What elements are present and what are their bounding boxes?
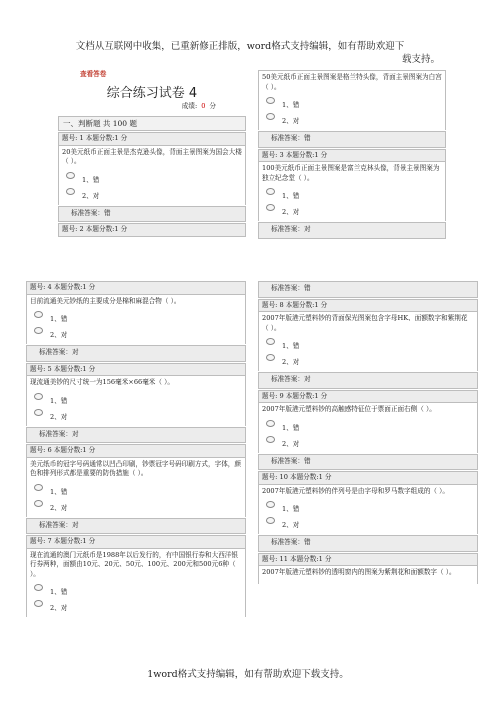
standard-answer: 标准答案：错 (258, 454, 478, 471)
option-label: 1、错 (282, 101, 300, 109)
option-wrong[interactable] (30, 483, 242, 499)
option-label: 2、对 (282, 117, 300, 125)
option-label: 2、对 (282, 208, 300, 216)
right-column-bottom (258, 280, 478, 584)
radio-button[interactable] (34, 327, 43, 334)
option-wrong[interactable] (62, 171, 242, 187)
question-header: 题号: 8 本题分数:1 分 (258, 299, 478, 313)
question-card (258, 70, 446, 130)
option-wrong[interactable] (262, 419, 474, 435)
question-card (258, 403, 478, 453)
question-text: 现流通美钞的尺寸统一为156毫米×66毫米（ ）。 (30, 378, 174, 386)
question-header: 题号: 3 本题分数:1 分 (258, 149, 446, 163)
radio-button[interactable] (34, 584, 43, 591)
score-unit: 分 (209, 102, 216, 110)
option-label: 1、错 (50, 487, 68, 496)
standard-answer: 标准答案：对 (258, 372, 478, 389)
radio-button[interactable] (34, 484, 43, 491)
radio-button[interactable] (266, 338, 275, 345)
option-right[interactable] (262, 516, 474, 532)
question-header: 题号: 7 本题分数:1 分 (26, 535, 246, 549)
option-label: 1、错 (50, 315, 68, 323)
radio-button[interactable] (66, 172, 75, 179)
option-right[interactable] (262, 353, 474, 369)
option-label: 1、错 (50, 396, 68, 405)
option-label: 2、对 (50, 412, 68, 421)
option-wrong[interactable] (30, 310, 242, 326)
banner-line-2: 载支持。 (401, 54, 440, 65)
radio-button[interactable] (34, 600, 43, 607)
option-right[interactable] (30, 499, 242, 515)
option-right[interactable] (30, 326, 242, 342)
option-wrong[interactable] (262, 187, 442, 203)
standard-answer: 标准答案：错 (58, 206, 246, 223)
option-right[interactable] (262, 435, 474, 451)
section-header: 一、判断题 共 100 题 (58, 116, 246, 132)
document-banner (40, 40, 440, 66)
radio-button[interactable] (266, 517, 275, 524)
question-header: 题号: 6 本题分数:1 分 (26, 444, 246, 458)
question-text: 目前流通美元钞纸的主要成分是棉和麻混合物（ ）。 (30, 296, 181, 305)
exam-title: 综合练习试卷 4 (106, 85, 198, 101)
option-label: 2、对 (282, 521, 300, 529)
option-label: 2、对 (282, 358, 300, 366)
radio-button[interactable] (34, 409, 43, 416)
question-text: 2007年版港元塑料钞的透明窗内的图案为紫荆花和面额数字（ ）。 (262, 568, 456, 576)
question-text: 2007年版港元塑料钞的高触感特征位于票面正面右侧（ ）。 (262, 405, 436, 413)
question-header: 题号: 2 本题分数:1 分 (58, 223, 246, 237)
question-header: 题号: 9 本题分数:1 分 (258, 390, 478, 404)
option-label: 2、对 (82, 191, 100, 200)
option-wrong[interactable] (262, 500, 474, 516)
question-card (26, 295, 246, 345)
question-card (58, 146, 246, 205)
question-header: 题号: 5 本题分数:1 分 (26, 363, 246, 377)
question-card (258, 162, 446, 221)
option-right[interactable] (62, 187, 242, 203)
option-label: 2、对 (50, 604, 68, 612)
question-text: 2007年版港元塑料钞的背面保光图案包含字母HK、面额数字和紫荆花（ ）。 (262, 314, 468, 332)
radio-button[interactable] (266, 188, 275, 195)
question-card (26, 376, 246, 426)
question-card (258, 312, 478, 371)
banner-line-1: 文档从互联网中收集，已重新修正排版，word格式支持编辑，如有帮助欢迎下 (75, 41, 405, 52)
question-card (258, 485, 478, 535)
left-column-top (58, 70, 246, 237)
radio-button[interactable] (34, 311, 43, 318)
option-label: 2、对 (282, 439, 300, 448)
option-wrong[interactable] (262, 337, 474, 353)
standard-answer: 标准答案：对 (258, 222, 446, 239)
radio-button[interactable] (266, 501, 275, 508)
question-text: 50美元纸币正面主景图案是格兰特头像，背面主景图案为白宫（ ）。 (262, 73, 442, 91)
left-column-bottom (26, 280, 246, 617)
document-footer: 1word格式支持编辑，如有帮助欢迎下载支持。 (147, 669, 349, 680)
question-header: 题号: 11 本题分数:1 分 (258, 553, 478, 567)
score-value: 0 (201, 102, 206, 110)
right-column-top (258, 70, 446, 239)
radio-button[interactable] (266, 420, 275, 427)
option-wrong[interactable] (30, 583, 242, 599)
option-label: 1、错 (282, 192, 300, 200)
radio-button[interactable] (266, 204, 275, 211)
radio-button[interactable] (266, 436, 275, 443)
option-wrong[interactable] (262, 96, 442, 112)
radio-button[interactable] (34, 500, 43, 507)
option-label: 1、错 (82, 175, 100, 184)
radio-button[interactable] (266, 97, 275, 104)
question-text: 2007年版港元塑料钞的伴列号是由字母和罗马数字组成的（ ）。 (262, 486, 450, 495)
option-label: 2、对 (50, 503, 68, 512)
option-label: 1、错 (282, 423, 300, 432)
score-line (58, 102, 246, 112)
option-right[interactable] (30, 599, 242, 615)
view-answer-link[interactable]: 查看答卷 (80, 70, 107, 78)
score-label: 成绩: (181, 102, 198, 110)
option-right[interactable] (30, 408, 242, 424)
exam-page-bottom (26, 280, 486, 660)
question-header: 题号: 10 本题分数:1 分 (258, 471, 478, 485)
radio-button[interactable] (266, 354, 275, 361)
question-text: 美元纸币的冠字号码通常以凹凸印刷，钞票冠字号码印刷方式，字体，颜色和排列形式都是重要的防伪措施（ ）。 (30, 459, 241, 477)
option-right[interactable] (262, 112, 442, 128)
exam-page-top (58, 70, 496, 260)
question-card (26, 458, 246, 517)
standard-answer: 标准答案：对 (26, 427, 246, 444)
question-header: 题号: 4 本题分数:1 分 (26, 281, 246, 295)
question-text: 现在流通的澳门元纸币是1988年以后发行的，有中国银行券和大西洋银行券两种，面额由10元、20元、50元、100元、200元和500元6种（ ）。 (30, 550, 238, 578)
standard-answer: 标准答案：错 (258, 281, 478, 298)
option-label: 2、对 (50, 331, 68, 339)
question-card (26, 549, 246, 618)
option-right[interactable] (262, 203, 442, 219)
option-label: 1、错 (282, 342, 300, 350)
question-text: 100美元纸币正面主景图案是富兰克林头像，背景主景图案为独立纪念堂（ ）。 (262, 164, 440, 182)
standard-answer: 标准答案：错 (258, 535, 478, 552)
question-text: 20美元纸币正面主景是杰克逊头像，背面主景图案为国会大楼（ ）。 (62, 147, 242, 165)
radio-button[interactable] (266, 113, 275, 120)
radio-button[interactable] (66, 188, 75, 195)
question-header: 题号: 1 本题分数:1 分 (58, 132, 246, 146)
standard-answer: 标准答案：对 (26, 345, 246, 362)
standard-answer: 标准答案：对 (26, 518, 246, 535)
option-label: 1、错 (282, 505, 300, 513)
radio-button[interactable] (34, 393, 43, 400)
option-wrong[interactable] (30, 392, 242, 408)
standard-answer: 标准答案：错 (258, 131, 446, 148)
question-card (258, 566, 478, 584)
option-label: 1、错 (50, 588, 68, 596)
